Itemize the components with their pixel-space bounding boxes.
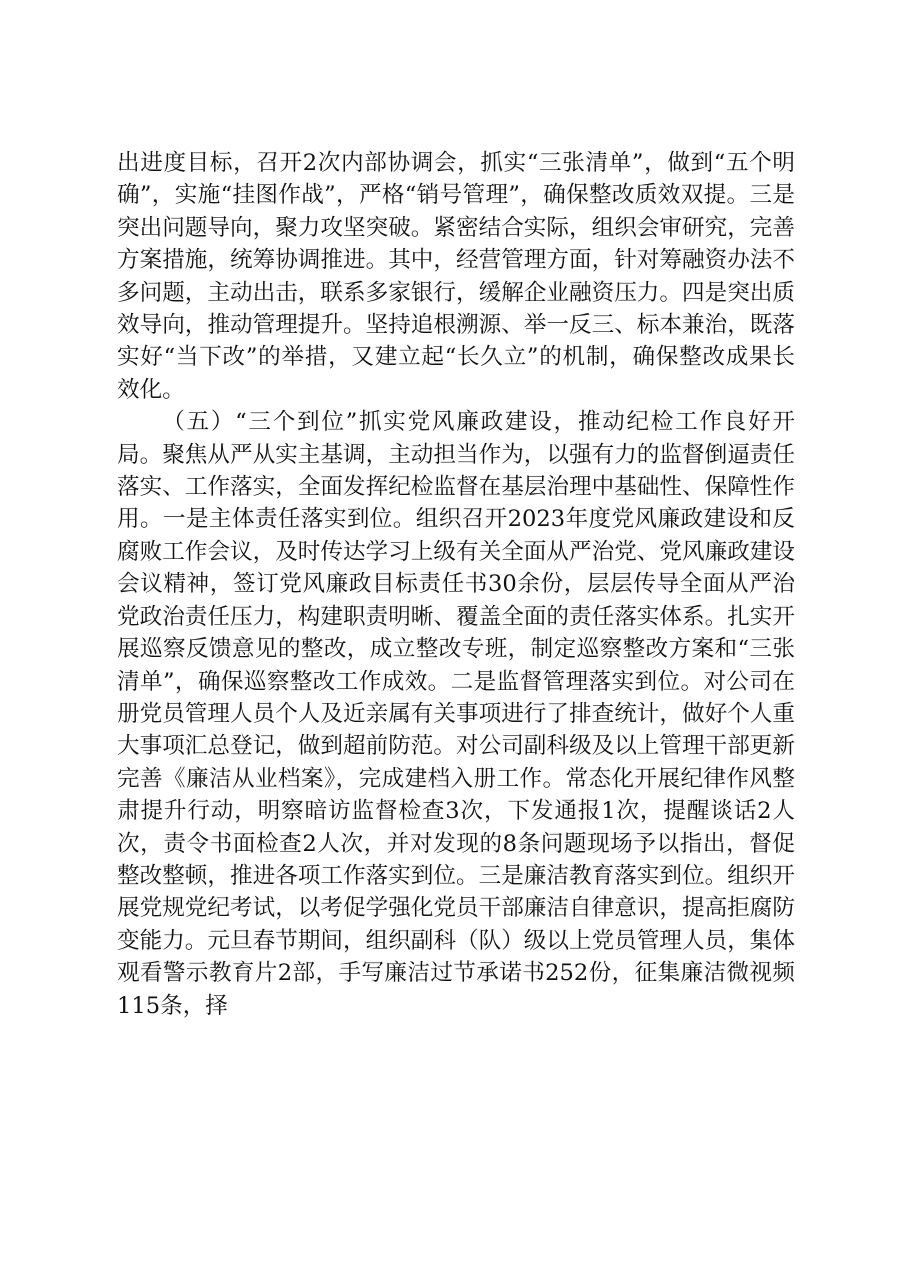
paragraph-section-five: （五）“三个到位”抓实党风廉政建设，推动纪检工作良好开局。聚焦从严从实主基调，主动担当作为，以强有力的监督倒逼责任落实、工作落实，全面发挥纪检监督在基层治理中基础性、保障性作用。一是主体责任落实到位。组织召开2023年度党风廉政建设和反腐败工作会议，及时传达学习上级有关全面从严治党、党风廉政建设会议精神，签订党风廉政目标责任书30余份，层层传导全面从严治党政治责任压力，构建职责明晰、覆盖全面的责任落实体系。扎实开展巡察反馈意见的整改，成立整改专班，制定巡察整改方案和“三张清单”，确保巡察整改工作成效。二是监督管理落实到位。对公司在册党员管理人员个人及近亲属有关事项进行了排查统计，做好个人重大事项汇总登记，做到超前防范。对公司副科级及以上管理干部更新完善《廉洁从业档案》，完成建档入册工作。常态化开展纪律作风整肃提升行动，明察暗访监督检查3次，下发通报1次，提醒谈话2人次，责令书面检查2人次，并对发现的8条问题现场予以指出，督促整改整顿，推进各项工作落实到位。三是廉洁教育落实到位。组织开展党规党纪考试，以考促学强化党员干部廉洁自律意识，提高拒腐防变能力。元旦春节期间，组织副科（队）级以上党员管理人员，集体观看警示教育片2部，手写廉洁过节承诺书252份，征集廉洁微视频115条，择: [117, 409, 795, 1019]
paragraph-continuation: 出进度目标，召开2次内部协调会，抓实“三张清单”，做到“五个明确”，实施“挂图作战”，严格“销号管理”，确保整改质效双提。三是突出问题导向，聚力攻坚突破。紧密结合实际，组织会审研究，完善方案措施，统筹协调推进。其中，经营管理方面，针对筹融资办法不多问题，主动出击，联系多家银行，缓解企业融资压力。四是突出质效导向，推动管理提升。坚持追根溯源、举一反三、标本兼治，既落实好“当下改”的举措，又建立起“长久立”的机制，确保整改成果长效化。: [117, 150, 795, 403]
document-body: [117, 147, 795, 1022]
